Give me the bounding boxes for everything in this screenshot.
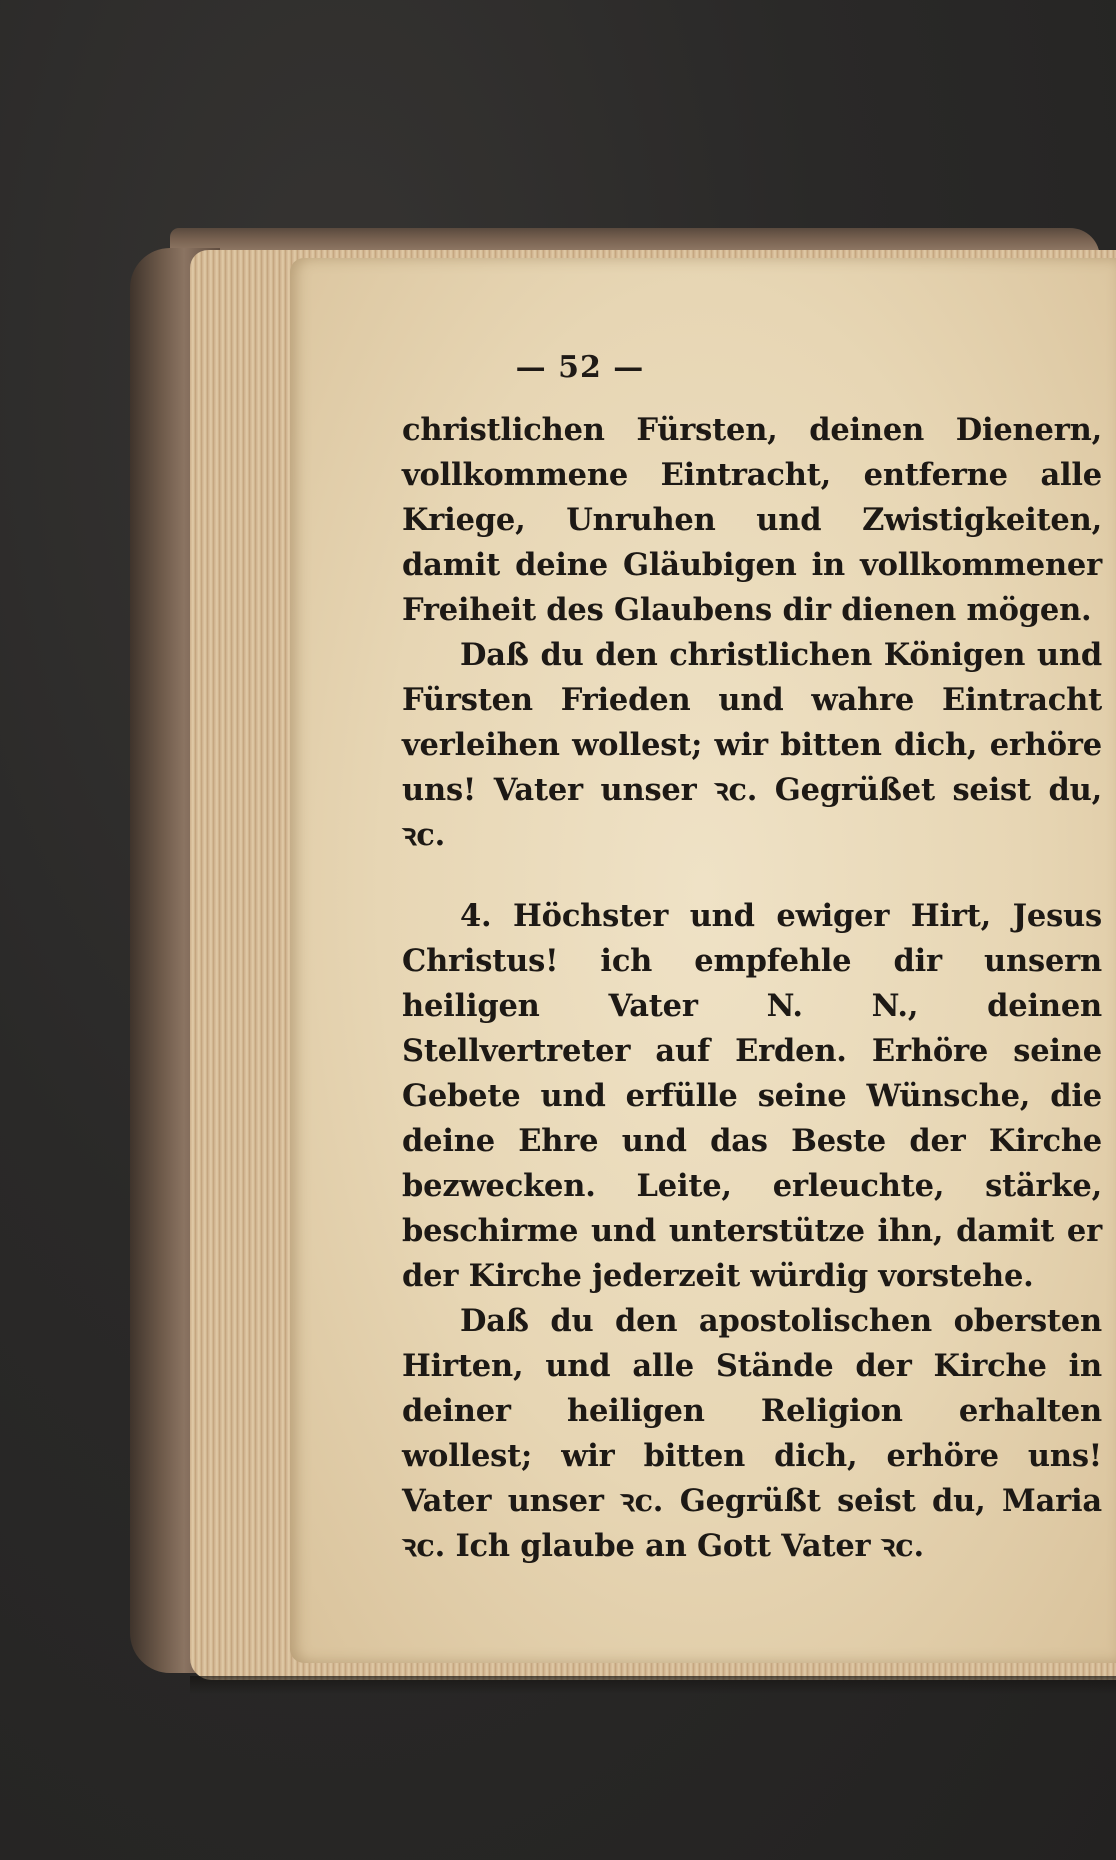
page-shadow [190,1676,1116,1694]
paragraph-4: Daß du den apostolischen obersten Hirten, und alle Stände der Kirche in deiner heiligen Religion erhalten wollest; wir bitten dich, erhöre uns! Vater unser ꝛc. Gegrüßt seist du, Maria ꝛc. Ich glaube an Gott Vater ꝛc. [402,1303,1102,1564]
paragraph-1: christlichen Fürsten, deinen Dienern, vollkommene Eintracht, entferne alle Kriege, Unruhen und Zwistigkeiten, damit deine Gläubigen in vollkommener Freiheit des Glaubens dir dienen mögen. [402,412,1102,628]
book [130,228,1116,1688]
book-page [290,258,1116,1663]
page-text [402,408,1102,1569]
page-number: — 52 — [515,350,645,385]
paragraph-2: Daß du den christlichen Königen und Fürsten Frieden und wahre Eintracht verleihen wollest; wir bitten dich, erhöre uns! Vater unser ꝛc. Gegrüßet seist du, ꝛc. [402,637,1102,853]
paragraph-3: 4. Höchster und ewiger Hirt, Jesus Christus! ich empfehle dir unsern heiligen Vater N. N., deinen Stellvertreter auf Erden. Erhöre seine Gebete und erfülle seine Wünsche, die deine Ehre und das Beste der Kirche bezwecken. Leite, erleuchte, stärke, beschirme und unterstütze ihn, damit er der Kirche jederzeit würdig vorstehe. [402,898,1102,1294]
